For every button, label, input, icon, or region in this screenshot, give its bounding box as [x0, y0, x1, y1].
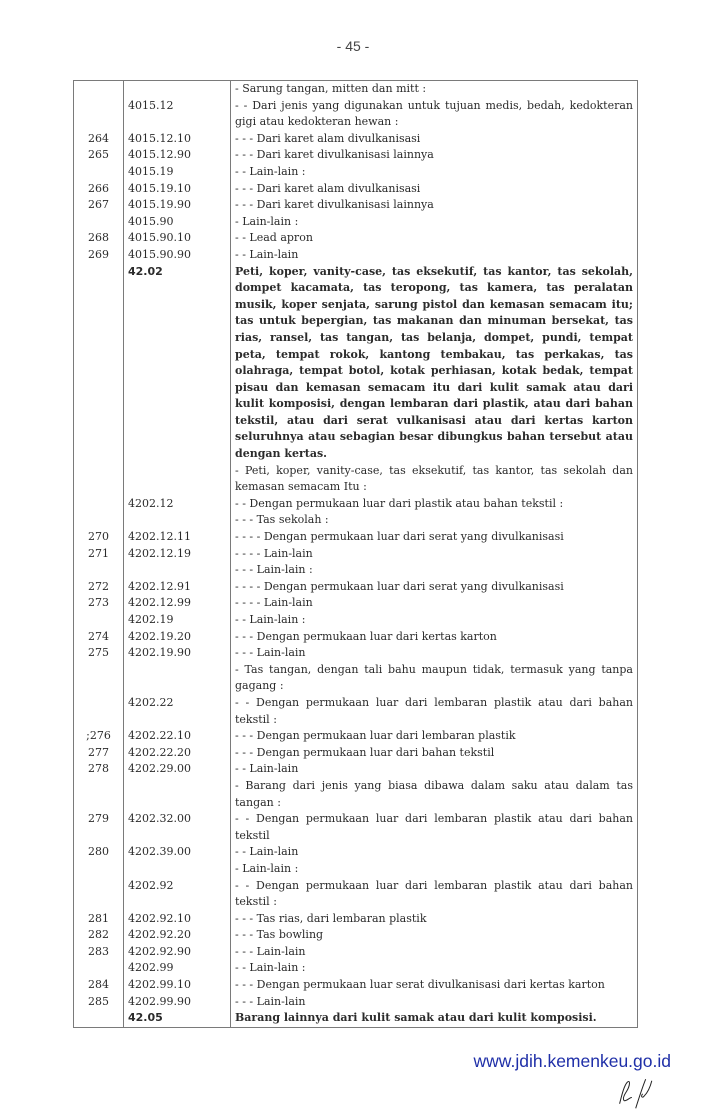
hs-code-cell: 4202.22 [124, 695, 231, 728]
row-number-cell: 272 [74, 579, 124, 596]
hs-code-cell [124, 562, 231, 579]
table-row [74, 861, 638, 878]
description-cell: - - - Lain-lain : [231, 562, 638, 579]
hs-code-cell: 4202.99.10 [124, 977, 231, 994]
description-cell: - - - Dari karet divulkanisasi lainnya [231, 197, 638, 214]
description-cell: - - - Tas sekolah : [231, 512, 638, 529]
table-row [74, 546, 638, 563]
row-number-cell [74, 214, 124, 231]
hs-code-cell [124, 512, 231, 529]
table-row [74, 878, 638, 911]
description-cell: - - - - Lain-lain [231, 546, 638, 563]
table-row [74, 911, 638, 928]
hs-code-cell: 4202.12.19 [124, 546, 231, 563]
hs-code-cell: 4202.32.00 [124, 811, 231, 844]
row-number-cell [74, 512, 124, 529]
table-row [74, 944, 638, 961]
description-cell: - - - Lain-lain [231, 645, 638, 662]
row-number-cell: ;276 [74, 728, 124, 745]
description-cell: Barang lainnya dari kulit samak atau dari kulit komposisi. [231, 1010, 638, 1027]
signature-initials-icon [615, 1076, 661, 1110]
hs-code-cell: 4015.12.10 [124, 131, 231, 148]
table-row [74, 81, 638, 98]
row-number-cell [74, 81, 124, 98]
page-number: - 45 - [336, 38, 370, 54]
row-number-cell: 281 [74, 911, 124, 928]
hs-code-cell [124, 463, 231, 496]
table-row [74, 529, 638, 546]
description-cell: Peti, koper, vanity-case, tas eksekutif, tas kantor, tas sekolah, dompet kacamata, tas teropong, tas kamera, tas peralatan musik, koper senjata, sarung pistol dan kemasan semacam itu; tas untuk bepergian, tas makanan dan minuman bersekat, tas rias, ransel, tas tangan, tas belanja, dompet, pundi, tempat peta, tempat rokok, kantong tembakau, tas perkakas, tas olahraga, tempat botol, kotak perhiasan, kotak bedak, tempat pisau dan kemasan semacam itu dari kulit samak atau dari kulit komposisi, dengan lembaran dari plastik, atau dari bahan tekstil, atau dari serat vulkanisasi atau dari kertas karton seluruhnya atau sebagian besar dibungkus bahan tersebut atau dengan kertas. [231, 264, 638, 463]
description-cell: - Tas tangan, dengan tali bahu maupun tidak, termasuk yang tanpa gagang : [231, 662, 638, 695]
hs-code-cell: 4015.90 [124, 214, 231, 231]
hs-code-cell: 4015.90.10 [124, 230, 231, 247]
description-cell: - - Dengan permukaan luar dari lembaran plastik atau dari bahan tekstil : [231, 695, 638, 728]
description-cell: - - Dengan permukaan luar dari lembaran plastik atau dari bahan tekstil : [231, 878, 638, 911]
description-cell: - - Dengan permukaan luar dari lembaran plastik atau dari bahan tekstil [231, 811, 638, 844]
table-row [74, 98, 638, 131]
row-number-cell [74, 1010, 124, 1027]
table-row [74, 247, 638, 264]
table-row [74, 264, 638, 463]
description-cell: - - Lain-lain : [231, 164, 638, 181]
table-row [74, 579, 638, 596]
row-number-cell [74, 612, 124, 629]
table-row [74, 844, 638, 861]
description-cell: - - - Tas bowling [231, 927, 638, 944]
row-number-cell: 275 [74, 645, 124, 662]
table-row [74, 230, 638, 247]
row-number-cell: 273 [74, 595, 124, 612]
row-number-cell: 264 [74, 131, 124, 148]
hs-code-cell [124, 662, 231, 695]
row-number-cell: 279 [74, 811, 124, 844]
description-cell: - - - Dengan permukaan luar dari kertas karton [231, 629, 638, 646]
table-row [74, 811, 638, 844]
description-cell: - - - - Lain-lain [231, 595, 638, 612]
description-cell: - - - Dengan permukaan luar dari lembaran plastik [231, 728, 638, 745]
row-number-cell [74, 496, 124, 513]
tariff-table-body [74, 81, 638, 1028]
description-cell: - - Lain-lain [231, 761, 638, 778]
description-cell: - - - Dari karet divulkanisasi lainnya [231, 147, 638, 164]
hs-code-cell [124, 778, 231, 811]
hs-code-cell: 4202.19.90 [124, 645, 231, 662]
row-number-cell [74, 98, 124, 131]
hs-code-cell: 4202.29.00 [124, 761, 231, 778]
hs-code-cell: 4202.19 [124, 612, 231, 629]
hs-code-cell: 4202.19.20 [124, 629, 231, 646]
table-row [74, 695, 638, 728]
table-row [74, 214, 638, 231]
row-number-cell: 282 [74, 927, 124, 944]
row-number-cell [74, 264, 124, 463]
hs-code-cell: 4202.12.11 [124, 529, 231, 546]
table-row [74, 629, 638, 646]
hs-code-cell: 4015.90.90 [124, 247, 231, 264]
description-cell: - Barang dari jenis yang biasa dibawa dalam saku atau dalam tas tangan : [231, 778, 638, 811]
hs-code-cell: 4015.19.10 [124, 181, 231, 198]
row-number-cell [74, 861, 124, 878]
hs-code-cell: 4202.99.90 [124, 994, 231, 1011]
table-row [74, 994, 638, 1011]
row-number-cell: 268 [74, 230, 124, 247]
description-cell: - - - Dengan permukaan luar dari bahan tekstil [231, 745, 638, 762]
row-number-cell: 267 [74, 197, 124, 214]
description-cell: - - Dari jenis yang digunakan untuk tujuan medis, bedah, kedokteran gigi atau kedokteran hewan : [231, 98, 638, 131]
table-row [74, 595, 638, 612]
row-number-cell [74, 695, 124, 728]
description-cell: - - - Lain-lain [231, 994, 638, 1011]
hs-code-cell: 4015.12.90 [124, 147, 231, 164]
description-cell: - - - Dari karet alam divulkanisasi [231, 181, 638, 198]
hs-code-cell: 4015.12 [124, 98, 231, 131]
hs-code-cell: 4202.39.00 [124, 844, 231, 861]
hs-code-cell: 4202.22.20 [124, 745, 231, 762]
table-row [74, 960, 638, 977]
hs-code-cell: 4202.92.10 [124, 911, 231, 928]
hs-code-cell: 4202.22.10 [124, 728, 231, 745]
table-row [74, 728, 638, 745]
row-number-cell [74, 662, 124, 695]
description-cell: - - Lain-lain : [231, 960, 638, 977]
table-row [74, 745, 638, 762]
hs-code-cell: 4202.12.91 [124, 579, 231, 596]
hs-code-cell: 42.02 [124, 264, 231, 463]
description-cell: - - - - Dengan permukaan luar dari serat yang divulkanisasi [231, 529, 638, 546]
description-cell: - - - Dengan permukaan luar serat divulkanisasi dari kertas karton [231, 977, 638, 994]
description-cell: - - - - Dengan permukaan luar dari serat yang divulkanisasi [231, 579, 638, 596]
row-number-cell: 284 [74, 977, 124, 994]
description-cell: - Sarung tangan, mitten dan mitt : [231, 81, 638, 98]
row-number-cell [74, 562, 124, 579]
hs-code-cell: 4202.99 [124, 960, 231, 977]
table-row [74, 761, 638, 778]
hs-code-cell: 4015.19.90 [124, 197, 231, 214]
description-cell: - - - Dari karet alam divulkanisasi [231, 131, 638, 148]
row-number-cell [74, 463, 124, 496]
table-row [74, 1010, 638, 1027]
table-row [74, 463, 638, 496]
table-row [74, 562, 638, 579]
description-cell: - Lain-lain : [231, 214, 638, 231]
row-number-cell: 266 [74, 181, 124, 198]
tariff-table [73, 80, 638, 1028]
hs-code-cell: 4202.92 [124, 878, 231, 911]
table-row [74, 778, 638, 811]
document-sheet [73, 80, 671, 1110]
hs-code-cell: 4202.92.20 [124, 927, 231, 944]
hs-code-cell [124, 81, 231, 98]
row-number-cell: 283 [74, 944, 124, 961]
table-row [74, 927, 638, 944]
description-cell: - - Dengan permukaan luar dari plastik atau bahan tekstil : [231, 496, 638, 513]
table-row [74, 977, 638, 994]
description-cell: - - - Lain-lain [231, 944, 638, 961]
row-number-cell: 285 [74, 994, 124, 1011]
row-number-cell: 274 [74, 629, 124, 646]
table-row [74, 181, 638, 198]
row-number-cell [74, 778, 124, 811]
table-row [74, 645, 638, 662]
row-number-cell [74, 878, 124, 911]
description-cell: - - Lead apron [231, 230, 638, 247]
row-number-cell: 269 [74, 247, 124, 264]
row-number-cell: 271 [74, 546, 124, 563]
description-cell: - Peti, koper, vanity-case, tas eksekutif, tas kantor, tas sekolah dan kemasan semacam Itu : [231, 463, 638, 496]
hs-code-cell: 42.05 [124, 1010, 231, 1027]
table-row [74, 496, 638, 513]
row-number-cell [74, 960, 124, 977]
jdih-website-link[interactable]: www.jdih.kemenkeu.go.id [473, 1050, 671, 1071]
row-number-cell [74, 164, 124, 181]
hs-code-cell: 4202.12.99 [124, 595, 231, 612]
description-cell: - - - Tas rias, dari lembaran plastik [231, 911, 638, 928]
hs-code-cell: 4202.92.90 [124, 944, 231, 961]
table-row [74, 147, 638, 164]
row-number-cell: 280 [74, 844, 124, 861]
table-row [74, 197, 638, 214]
row-number-cell: 270 [74, 529, 124, 546]
table-row [74, 512, 638, 529]
description-cell: - Lain-lain : [231, 861, 638, 878]
description-cell: - - Lain-lain : [231, 612, 638, 629]
hs-code-cell: 4015.19 [124, 164, 231, 181]
hs-code-cell [124, 861, 231, 878]
row-number-cell: 277 [74, 745, 124, 762]
description-cell: - - Lain-lain [231, 844, 638, 861]
row-number-cell: 265 [74, 147, 124, 164]
table-row [74, 612, 638, 629]
table-row [74, 164, 638, 181]
table-row [74, 662, 638, 695]
description-cell: - - Lain-lain [231, 247, 638, 264]
row-number-cell: 278 [74, 761, 124, 778]
table-row [74, 131, 638, 148]
hs-code-cell: 4202.12 [124, 496, 231, 513]
